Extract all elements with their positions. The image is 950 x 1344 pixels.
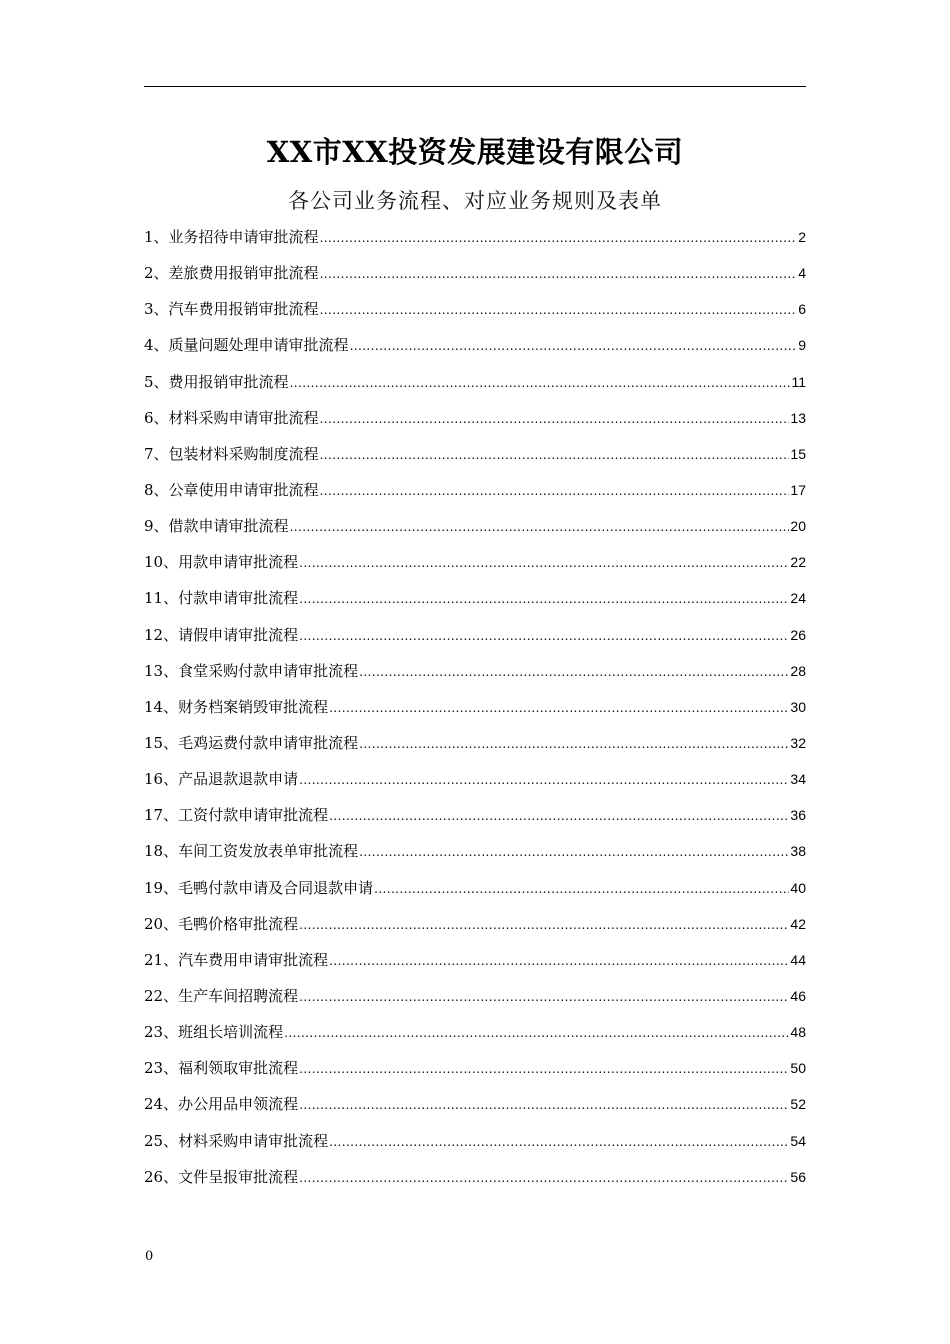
toc-entry-number: 24、 (144, 1095, 179, 1114)
toc-dot-leader (299, 551, 789, 575)
toc-entry-label-group (144, 1020, 283, 1044)
toc-entry-page-number: 48 (790, 1024, 806, 1041)
toc-entry-page-number: 40 (790, 879, 806, 896)
toc-entry-page-number: 38 (790, 843, 806, 860)
toc-entry-title: 业务招待申请审批流程 (168, 228, 319, 246)
toc-dot-leader (359, 660, 789, 684)
toc-entry-page-number: 4 (798, 265, 806, 282)
toc-dot-leader (290, 515, 790, 539)
toc-entry-title: 毛鸭价格审批流程 (178, 914, 299, 933)
toc-entry-label-group (144, 370, 289, 394)
toc-entry-title: 材料采购申请审批流程 (178, 1131, 329, 1150)
toc-entry[interactable] (144, 1165, 806, 1201)
toc-dot-leader (290, 371, 791, 395)
toc-entry-label-group (144, 876, 373, 900)
toc-entry-number: 7、 (144, 444, 169, 463)
toc-entry-title: 材料采购申请审批流程 (168, 408, 319, 427)
footer-page-number: 0 (145, 1249, 154, 1264)
toc-entry[interactable] (144, 695, 806, 731)
document-title: XX市XX投资发展建设有限公司 (266, 135, 684, 169)
toc-entry-number: 6、 (144, 408, 169, 427)
toc-entry-label-group (144, 586, 298, 610)
toc-entry-number: 1、 (144, 228, 169, 246)
toc-entry[interactable] (144, 948, 806, 984)
toc-entry-label-group (144, 261, 319, 285)
toc-entry-number: 26、 (144, 1167, 179, 1186)
toc-entry-page-number: 34 (790, 771, 806, 788)
toc-entry-title: 食堂采购付款申请审批流程 (178, 661, 359, 680)
toc-dot-leader (299, 624, 789, 648)
toc-entry[interactable] (144, 442, 806, 478)
toc-entry-title: 汽车费用报销审批流程 (168, 300, 319, 319)
toc-entry-number: 9、 (144, 517, 169, 536)
toc-entry-title: 福利领取审批流程 (178, 1059, 299, 1078)
toc-entry-page-number: 46 (790, 987, 806, 1004)
toc-entry-label-group (144, 695, 328, 719)
toc-entry-page-number: 22 (790, 554, 806, 571)
toc-entry-label-group (144, 623, 298, 647)
toc-entry-number: 11、 (144, 589, 179, 608)
toc-entry-number: 21、 (144, 950, 179, 969)
toc-entry[interactable] (144, 297, 806, 333)
toc-entry-page-number: 17 (790, 481, 806, 498)
toc-entry[interactable] (144, 261, 806, 297)
toc-entry-label-group (144, 731, 358, 755)
toc-entry-number: 17、 (144, 806, 179, 825)
toc-entry-number: 22、 (144, 986, 179, 1005)
toc-entry-label-group (144, 333, 349, 357)
toc-entry[interactable] (144, 478, 806, 514)
toc-entry-page-number: 13 (790, 409, 806, 426)
toc-dot-leader (284, 1021, 789, 1045)
toc-entry-label-group (144, 406, 319, 430)
toc-entry-title: 车间工资发放表单审批流程 (178, 842, 359, 861)
toc-entry[interactable] (144, 623, 806, 659)
toc-dot-leader (299, 1057, 789, 1081)
toc-entry-title: 财务档案销毁审批流程 (178, 697, 329, 716)
toc-entry-label-group (144, 912, 298, 936)
toc-entry[interactable] (144, 984, 806, 1020)
toc-dot-leader (320, 479, 790, 503)
toc-entry-label-group (144, 1092, 298, 1116)
toc-entry-page-number: 44 (790, 951, 806, 968)
toc-entry[interactable] (144, 803, 806, 839)
toc-entry[interactable] (144, 406, 806, 442)
toc-entry-page-number: 24 (790, 590, 806, 607)
toc-entry[interactable] (144, 839, 806, 875)
toc-entry-title: 费用报销审批流程 (168, 372, 289, 391)
document-subtitle: 各公司业务流程、对应业务规则及表单 (288, 189, 662, 213)
toc-entry-page-number: 15 (790, 445, 806, 462)
toc-entry-label-group (144, 514, 289, 538)
toc-entry-page-number: 36 (790, 807, 806, 824)
toc-dot-leader (299, 768, 789, 792)
toc-entry-title: 包装材料采购制度流程 (168, 444, 319, 463)
table-of-contents (144, 225, 806, 1201)
toc-entry[interactable] (144, 1129, 806, 1165)
toc-entry-title: 差旅费用报销审批流程 (168, 264, 319, 283)
toc-entry-label-group (144, 767, 298, 791)
toc-entry-title: 借款申请审批流程 (168, 517, 289, 536)
toc-dot-leader (329, 1130, 789, 1154)
toc-dot-leader (320, 407, 790, 431)
toc-entry[interactable] (144, 225, 806, 261)
toc-entry-label-group (144, 225, 319, 249)
toc-entry[interactable] (144, 912, 806, 948)
toc-entry[interactable] (144, 1092, 806, 1128)
toc-entry[interactable] (144, 333, 806, 369)
toc-entry[interactable] (144, 731, 806, 767)
toc-entry-page-number: 2 (798, 229, 806, 245)
toc-entry-title: 公章使用申请审批流程 (168, 480, 319, 499)
toc-entry-number: 16、 (144, 770, 179, 789)
toc-entry-number: 5、 (144, 372, 169, 391)
toc-entry-number: 14、 (144, 697, 179, 716)
toc-entry-page-number: 52 (790, 1096, 806, 1113)
toc-entry-label-group (144, 297, 319, 321)
toc-entry-label-group (144, 659, 358, 683)
toc-entry-title: 用款申请审批流程 (178, 553, 299, 572)
toc-entry-title: 质量问题处理申请审批流程 (168, 336, 349, 355)
toc-dot-leader (299, 913, 789, 937)
toc-entry-number: 23、 (144, 1059, 179, 1078)
toc-entry-label-group (144, 478, 319, 502)
toc-entry[interactable] (144, 586, 806, 622)
toc-entry-label-group (144, 1165, 298, 1189)
toc-entry-title: 生产车间招聘流程 (178, 986, 299, 1005)
toc-dot-leader (350, 334, 798, 358)
toc-entry-number: 4、 (144, 336, 169, 355)
toc-dot-leader (320, 262, 798, 286)
toc-entry-page-number: 26 (790, 626, 806, 643)
toc-entry[interactable] (144, 514, 806, 550)
toc-entry-page-number: 42 (790, 915, 806, 932)
toc-entry-title: 毛鸭付款申请及合同退款申请 (178, 878, 374, 897)
toc-entry-title: 汽车费用申请审批流程 (178, 950, 329, 969)
toc-dot-leader (359, 840, 789, 864)
toc-entry[interactable] (144, 767, 806, 803)
toc-entry-number: 15、 (144, 733, 179, 752)
toc-entry-number: 20、 (144, 914, 179, 933)
toc-entry-page-number: 50 (790, 1060, 806, 1077)
toc-entry[interactable] (144, 659, 806, 695)
toc-entry-page-number: 28 (790, 662, 806, 679)
toc-entry[interactable] (144, 550, 806, 586)
toc-dot-leader (374, 877, 789, 901)
toc-entry-page-number: 9 (798, 337, 806, 354)
toc-dot-leader (299, 587, 789, 611)
toc-dot-leader (299, 1166, 789, 1190)
toc-entry-title: 付款申请审批流程 (178, 589, 299, 608)
toc-entry[interactable] (144, 1020, 806, 1056)
toc-dot-leader (329, 696, 789, 720)
toc-entry-label-group (144, 948, 328, 972)
toc-entry-title: 产品退款退款申请 (178, 770, 299, 789)
toc-entry-number: 19、 (144, 878, 179, 897)
toc-entry-title: 文件呈报审批流程 (178, 1167, 299, 1186)
toc-entry-number: 13、 (144, 661, 179, 680)
toc-entry-page-number: 20 (790, 518, 806, 535)
toc-entry-number: 25、 (144, 1131, 179, 1150)
toc-entry-page-number: 11 (791, 373, 806, 390)
toc-dot-leader (299, 985, 789, 1009)
toc-entry-label-group (144, 550, 298, 574)
toc-entry-number: 18、 (144, 842, 179, 861)
toc-entry-page-number: 54 (790, 1132, 806, 1149)
toc-entry-number: 10、 (144, 553, 179, 572)
toc-entry-label-group (144, 442, 319, 466)
toc-entry-label-group (144, 1129, 328, 1153)
toc-dot-leader (329, 804, 789, 828)
header-rule (144, 86, 806, 87)
toc-dot-leader (299, 1093, 789, 1117)
toc-entry-number: 12、 (144, 625, 179, 644)
toc-dot-leader (320, 443, 790, 467)
toc-entry-number: 3、 (144, 300, 169, 319)
toc-entry[interactable] (144, 876, 806, 912)
toc-entry-page-number: 30 (790, 698, 806, 715)
toc-entry-number: 8、 (144, 480, 169, 499)
toc-entry-number: 23、 (144, 1023, 179, 1042)
toc-entry[interactable] (144, 1056, 806, 1092)
toc-entry-label-group (144, 803, 328, 827)
toc-entry[interactable] (144, 370, 806, 406)
toc-entry-title: 请假申请审批流程 (178, 625, 299, 644)
toc-entry-label-group (144, 1056, 298, 1080)
toc-entry-label-group (144, 984, 298, 1008)
toc-entry-label-group (144, 839, 358, 863)
toc-entry-title: 班组长培训流程 (178, 1023, 284, 1042)
toc-entry-title: 工资付款申请审批流程 (178, 806, 329, 825)
toc-entry-page-number: 56 (790, 1168, 806, 1185)
toc-entry-page-number: 32 (790, 734, 806, 751)
toc-entry-title: 办公用品申领流程 (178, 1095, 299, 1114)
toc-entry-page-number: 6 (798, 301, 806, 318)
toc-dot-leader (329, 949, 789, 973)
toc-dot-leader (320, 298, 798, 322)
toc-entry-number: 2、 (144, 264, 169, 283)
toc-dot-leader (359, 732, 789, 756)
toc-dot-leader (320, 226, 798, 250)
toc-entry-title: 毛鸡运费付款申请审批流程 (178, 733, 359, 752)
